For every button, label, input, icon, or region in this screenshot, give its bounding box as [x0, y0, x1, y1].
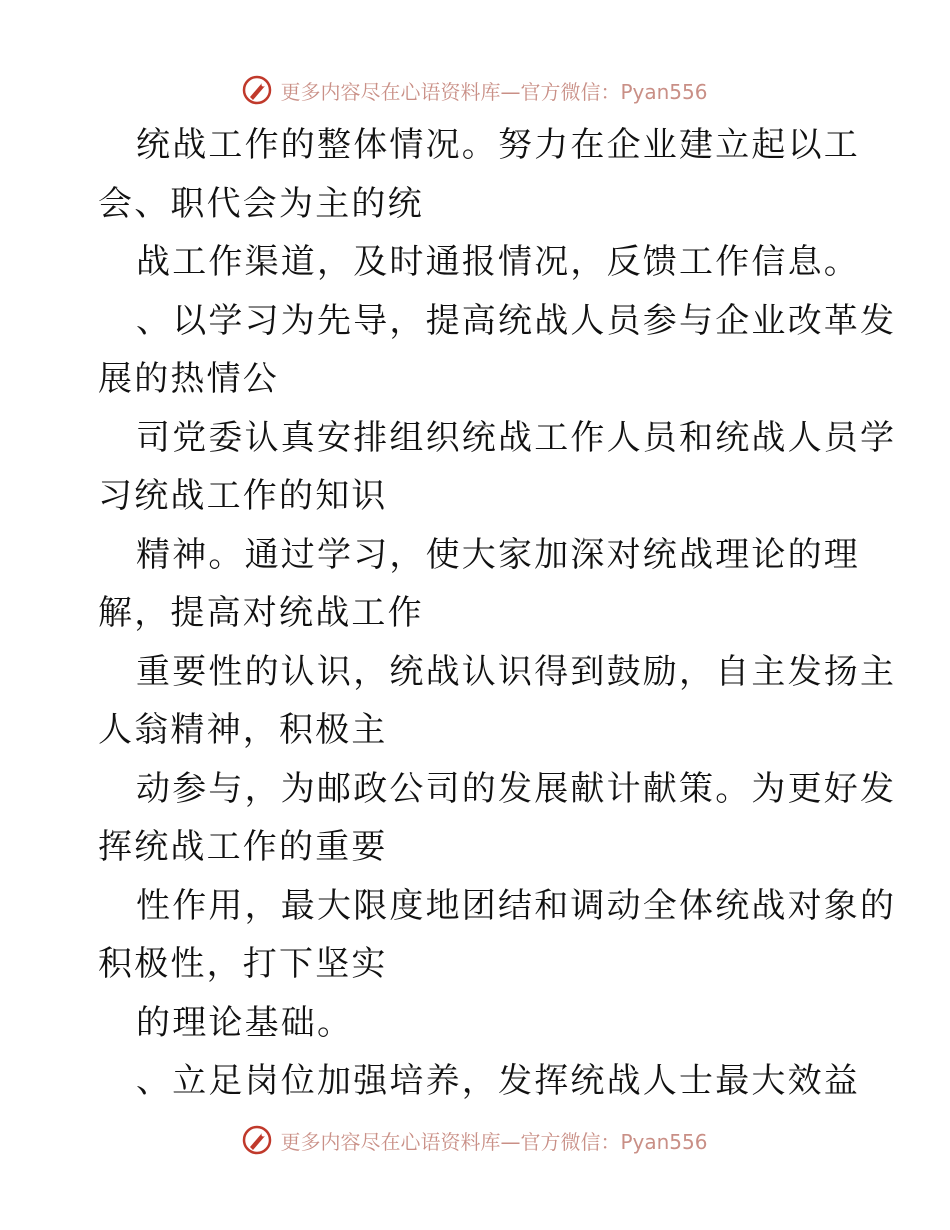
paragraph-line: 、以学习为先导，提高统战人员参与企业改革发 — [136, 300, 897, 341]
paragraph-line: 会、职代会为主的统 — [98, 183, 424, 224]
paragraph-line: 人翁精神，积极主 — [98, 710, 388, 750]
document-body — [98, 116, 897, 1111]
paragraph-line: 司党委认真安排组织统战工作人员和统战人员学 — [136, 417, 897, 458]
paragraph-line: 解，提高对统战工作 — [98, 593, 424, 633]
paragraph-line: 重要性的认识，统战认识得到鼓励，自主发扬主 — [136, 651, 897, 692]
paragraph-line: 、立足岗位加强培养，发挥统战人士最大效益 — [136, 1061, 860, 1101]
header-watermark — [0, 70, 950, 110]
paragraph-line: 挥统战工作的重要 — [98, 827, 388, 867]
pen-logo-icon — [242, 1125, 272, 1155]
paragraph-line: 战工作渠道，及时通报情况，反馈工作信息。 — [136, 242, 860, 282]
watermark-text: 更多内容尽在心语资料库—官方微信：Pyan556 — [280, 79, 708, 104]
paragraph-line: 统战工作的整体情况。努力在企业建立起以工 — [136, 125, 860, 165]
footer-watermark — [0, 1120, 950, 1160]
paragraph-line: 习统战工作的知识 — [98, 476, 388, 516]
pen-logo-icon — [242, 75, 272, 105]
paragraph-line: 展的热情公 — [98, 359, 279, 399]
paragraph-line: 动参与，为邮政公司的发展献计献策。为更好发 — [136, 768, 897, 809]
paragraph-line: 的理论基础。 — [136, 1002, 354, 1043]
watermark-text: 更多内容尽在心语资料库—官方微信：Pyan556 — [280, 1129, 708, 1154]
paragraph-line: 性作用，最大限度地团结和调动全体统战对象的 — [136, 885, 897, 926]
paragraph-line: 积极性，打下坚实 — [98, 944, 388, 984]
paragraph-line: 精神。通过学习，使大家加深对统战理论的理 — [136, 534, 860, 575]
